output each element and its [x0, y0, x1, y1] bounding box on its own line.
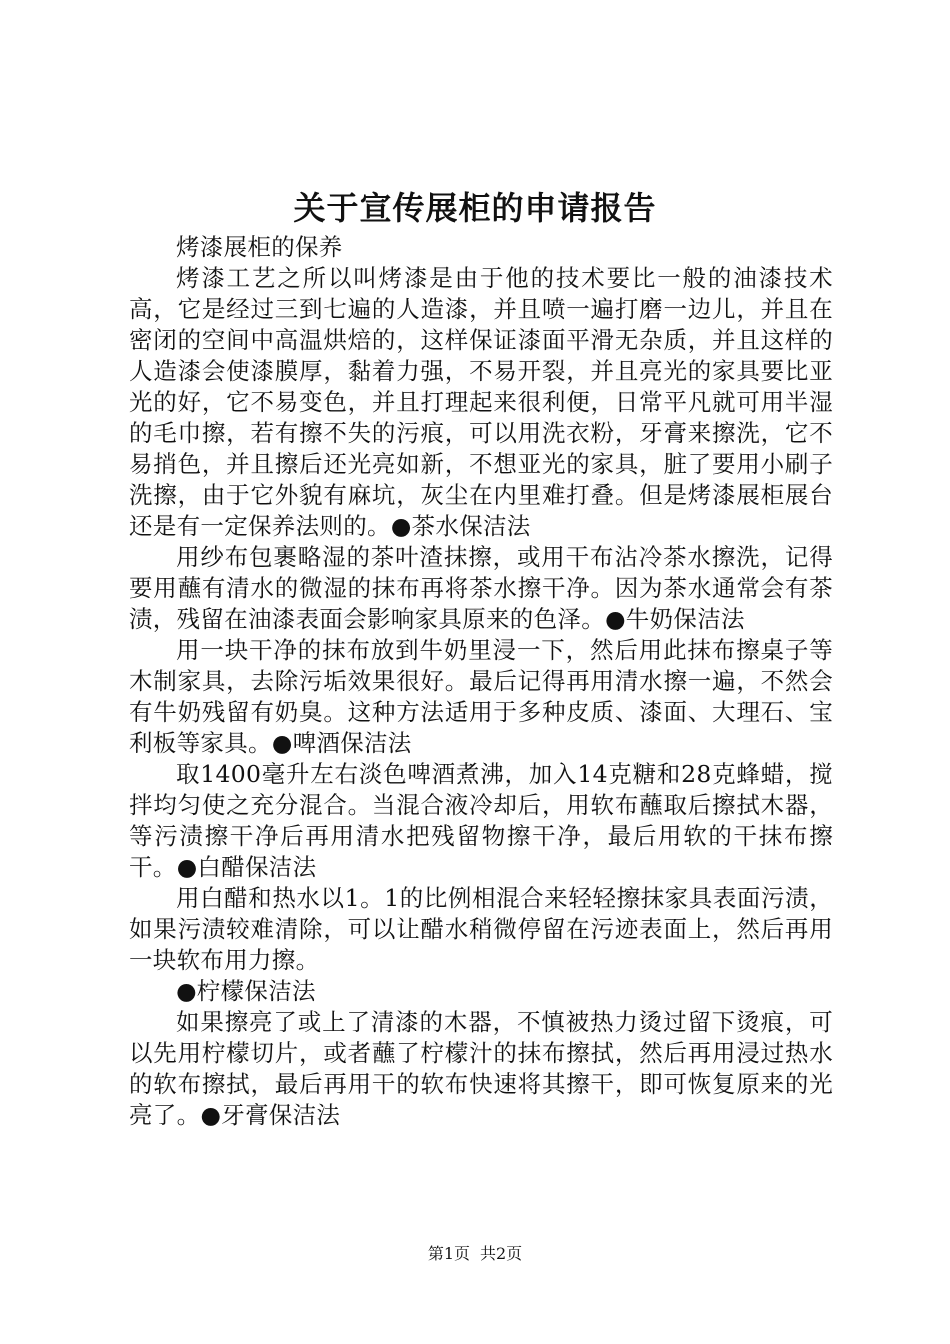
- body-paragraph: 用一块干净的抹布放到牛奶里浸一下，然后用此抹布擦桌子等木制家具，去除污垢效果很好。最后记得再用清水擦一遍，不然会有牛奶残留有奶臭。这种方法适用于多种皮质、漆面、大理石、宝利板等家具。●啤酒保洁法: [129, 636, 833, 757]
- page-number: 第1页: [427, 1244, 470, 1263]
- page-total: 共2页: [480, 1244, 523, 1263]
- body-paragraph: 用白醋和热水以1。1的比例相混合来轻轻擦抹家具表面污渍，如果污渍较难清除，可以让醋水稍微停留在污迹表面上，然后再用一块软布用力擦。: [129, 884, 833, 974]
- page-footer: [0, 1243, 950, 1265]
- section-heading: 烤漆展柜的保养: [176, 233, 343, 261]
- document-body: [129, 232, 833, 1131]
- body-paragraph: 取1400毫升左右淡色啤酒煮沸，加入14克糖和28克蜂蜡，搅拌均匀使之充分混合。当混合液冷却后，用软布蘸取后擦拭木器，等污渍擦干净后再用清水把残留物擦干净，最后用软的干抹布擦干。●白醋保洁法: [129, 760, 833, 881]
- body-paragraph: 用纱布包裹略湿的茶叶渣抹擦，或用干布沾冷茶水擦洗，记得要用蘸有清水的微湿的抹布再将茶水擦干净。因为茶水通常会有茶渍，残留在油漆表面会影响家具原来的色泽。●牛奶保洁法: [129, 543, 833, 633]
- section-heading: ●柠檬保洁法: [176, 977, 316, 1005]
- document-title: 关于宣传展柜的申请报告: [293, 189, 657, 227]
- body-paragraph: 如果擦亮了或上了清漆的木器，不慎被热力烫过留下烫痕，可以先用柠檬切片，或者蘸了柠檬汁的抹布擦拭，然后再用浸过热水的软布擦拭，最后再用干的软布快速将其擦干，即可恢复原来的光亮了。●牙膏保洁法: [129, 1008, 833, 1129]
- body-paragraph: 烤漆工艺之所以叫烤漆是由于他的技术要比一般的油漆技术高，它是经过三到七遍的人造漆，并且喷一遍打磨一边儿，并且在密闭的空间中高温烘焙的，这样保证漆面平滑无杂质，并且这样的人造漆会使漆膜厚，黏着力强，不易开裂，并且亮光的家具要比亚光的好，它不易变色，并且打理起来很利便，日常平凡就可用半湿的毛巾擦，若有擦不失的污痕，可以用洗衣粉，牙膏来擦洗，它不易捎色，并且擦后还光亮如新，不想亚光的家具，脏了要用小刷子洗擦，由于它外貌有麻坑，灰尘在内里难打叠。但是烤漆展柜展台还是有一定保养法则的。●茶水保洁法: [129, 264, 833, 540]
